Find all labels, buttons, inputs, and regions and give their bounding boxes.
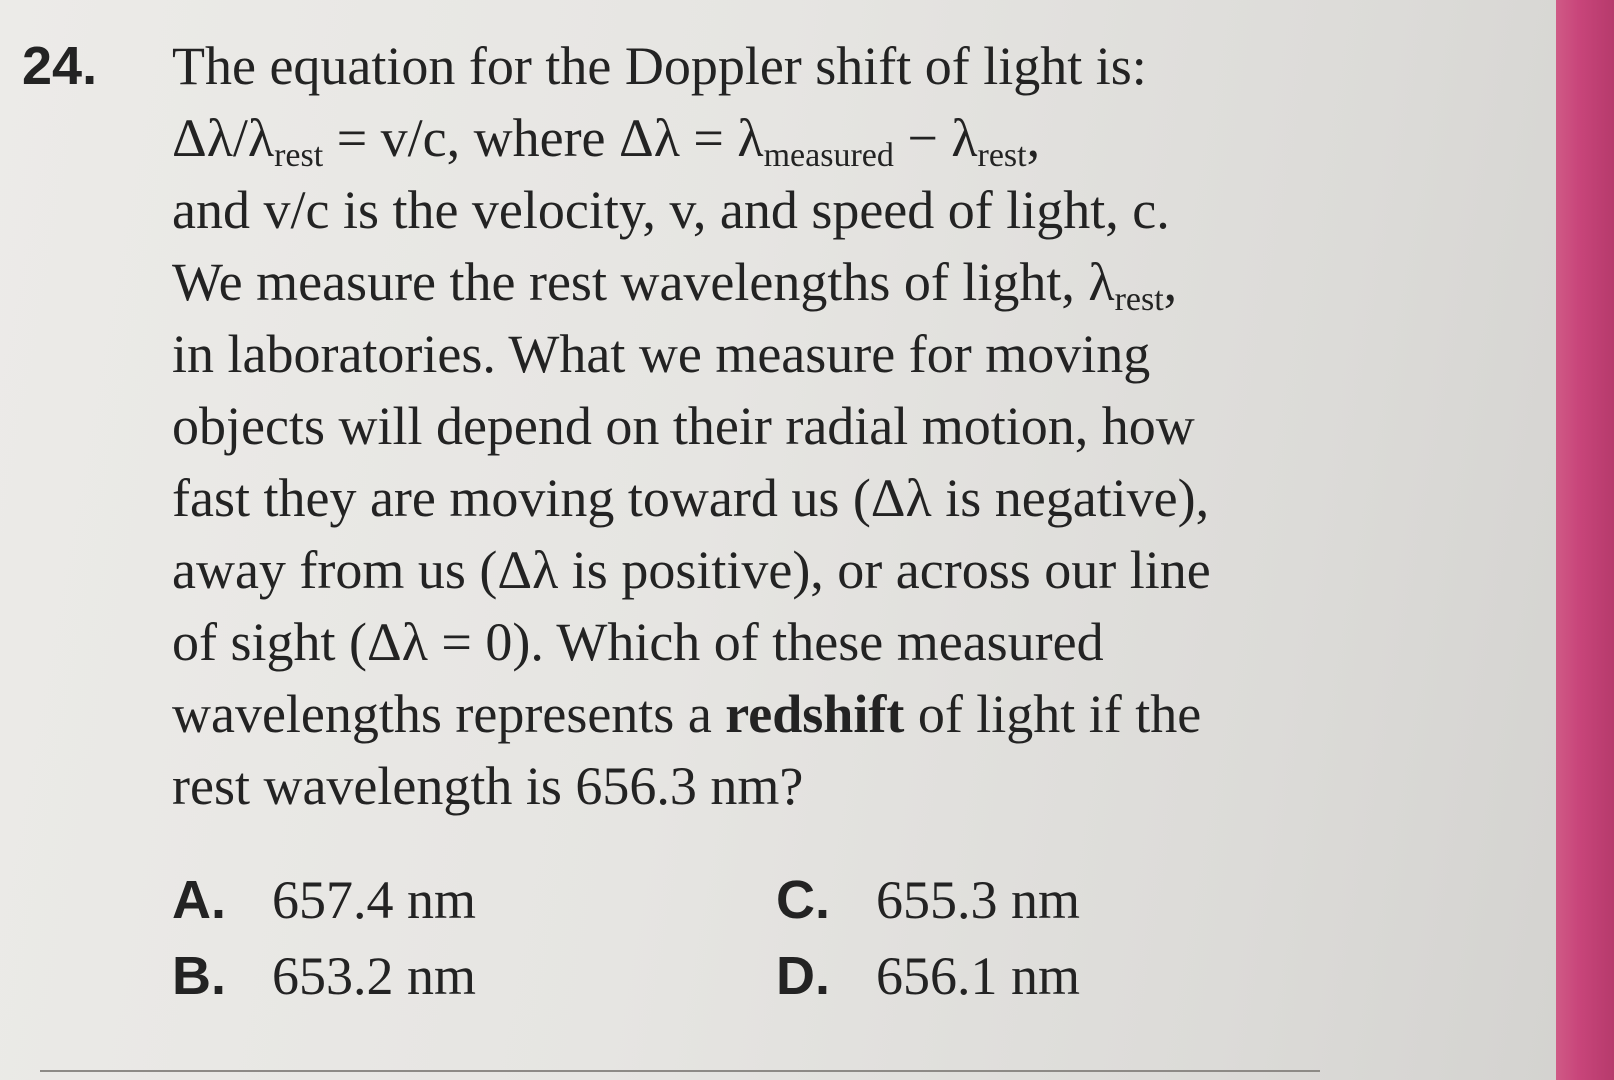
stem-line-11: rest wavelength is 656.3 nm?: [172, 756, 804, 816]
punctuation: ,: [1163, 252, 1178, 312]
answer-choices: [172, 862, 1172, 1022]
stem-line-7: fast they are moving toward us (Δλ is negative),: [172, 468, 1210, 528]
stem-line-10: [172, 678, 1342, 750]
choice-b[interactable]: [172, 938, 476, 1014]
question-stem: [172, 30, 1342, 822]
subscript: measured: [763, 137, 894, 174]
punctuation: ,: [1026, 108, 1041, 168]
bottom-divider: [40, 1070, 1320, 1072]
choice-value: 657.4 nm: [272, 870, 477, 930]
subscript: rest: [977, 137, 1027, 174]
text-part: wavelengths represents a: [172, 684, 726, 744]
choice-value: 653.2 nm: [272, 946, 477, 1006]
stem-line-4: [172, 246, 1342, 318]
subscript: rest: [1114, 281, 1164, 318]
choice-d[interactable]: [776, 938, 1080, 1014]
choice-letter: B.: [172, 946, 226, 1006]
subscript: rest: [274, 137, 324, 174]
choice-value: 656.1 nm: [876, 946, 1081, 1006]
stem-line-9: of sight (Δλ = 0). Which of these measured: [172, 612, 1104, 672]
stem-line-5: in laboratories. What we measure for moving: [172, 324, 1151, 384]
choice-c[interactable]: [776, 862, 1080, 938]
formula-part: − λ: [893, 108, 978, 168]
pink-background-edge: [1556, 0, 1614, 1080]
choice-value: 655.3 nm: [876, 870, 1081, 930]
stem-line-6: objects will depend on their radial motion, how: [172, 396, 1195, 456]
text-part: of light if the: [904, 684, 1202, 744]
choice-letter: C.: [776, 870, 830, 930]
formula-part: Δλ/λ: [172, 108, 275, 168]
stem-line-2: [172, 102, 1342, 174]
choice-a[interactable]: [172, 862, 476, 938]
stem-line-1: The equation for the Doppler shift of light is:: [172, 36, 1147, 96]
text-part: We measure the rest wavelengths of light, λ: [172, 252, 1115, 312]
stem-line-3: and v/c is the velocity, v, and speed of light, c.: [172, 180, 1170, 240]
question-number: 24.: [22, 36, 98, 96]
formula-part: = v/c, where Δλ = λ: [323, 108, 764, 168]
emphasis-redshift: redshift: [725, 684, 905, 744]
choice-letter: A.: [172, 870, 226, 930]
stem-line-8: away from us (Δλ is positive), or across our line: [172, 540, 1211, 600]
choice-letter: D.: [776, 946, 830, 1006]
